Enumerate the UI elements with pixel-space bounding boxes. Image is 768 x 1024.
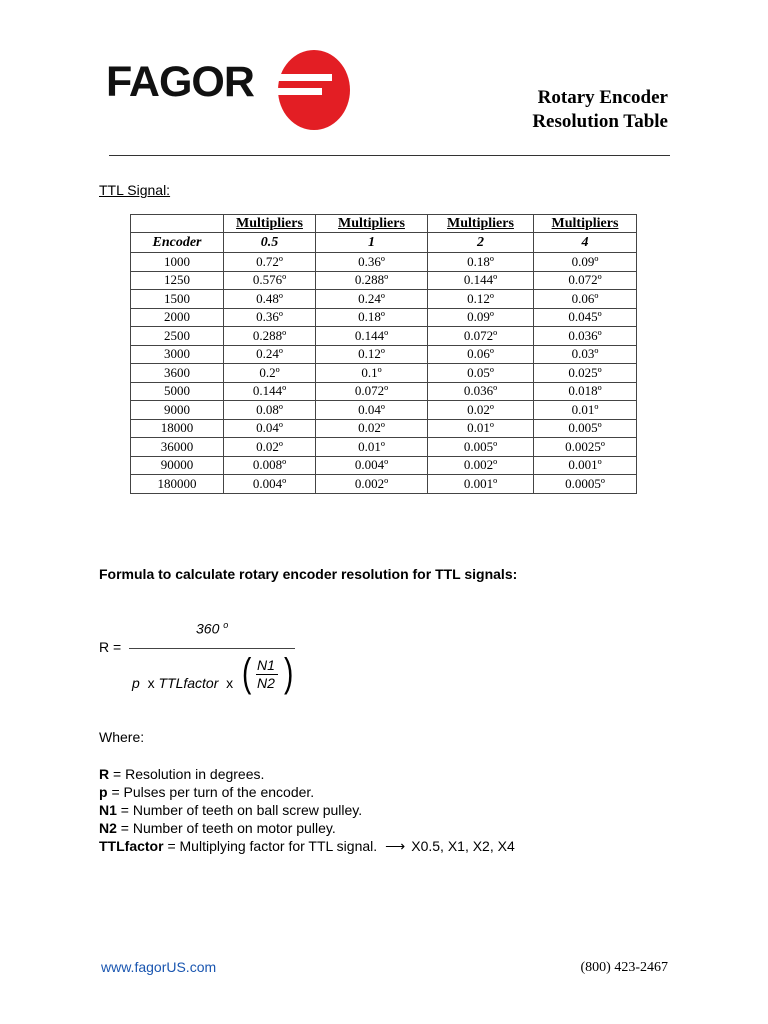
table-header-row: [131, 215, 637, 233]
resolution-cell: 0.09º: [428, 308, 534, 327]
formula-denominator: [132, 675, 233, 691]
definition-text: = Multiplying factor for TTL signal.: [163, 838, 378, 854]
resolution-cell: 0.072º: [316, 382, 428, 401]
resolution-cell: 0.0005º: [534, 475, 637, 494]
resolution-cell: 0.002º: [428, 456, 534, 475]
resolution-cell: 0.072º: [534, 271, 637, 290]
resolution-cell: 0.08º: [224, 401, 316, 420]
table-row: [131, 401, 637, 420]
resolution-cell: 0.576º: [224, 271, 316, 290]
resolution-table: [130, 214, 637, 494]
encoder-ppr-cell: 9000: [131, 401, 224, 420]
resolution-cell: 0.2º: [224, 364, 316, 383]
ratio-denominator: N2: [257, 675, 275, 691]
table-row: [131, 253, 637, 272]
header-multiplier-value: 4: [534, 233, 637, 253]
table-row: [131, 290, 637, 309]
header-multipliers: Multipliers: [534, 215, 637, 233]
header-empty-cell: [131, 215, 224, 233]
header-multipliers: Multipliers: [224, 215, 316, 233]
table-row: [131, 308, 637, 327]
resolution-cell: 0.0025º: [534, 438, 637, 457]
denom-ttlfactor: TTLfactor: [158, 675, 219, 691]
fraction-bar: [129, 648, 295, 649]
fagor-logo: [100, 42, 355, 134]
fagor-logo-icon: [272, 44, 352, 132]
header-multipliers: Multipliers: [428, 215, 534, 233]
right-paren: ): [283, 651, 294, 695]
resolution-cell: 0.01º: [534, 401, 637, 420]
degree-symbol: o: [223, 620, 229, 630]
encoder-ppr-cell: 5000: [131, 382, 224, 401]
resolution-cell: 0.004º: [316, 456, 428, 475]
resolution-cell: 0.144º: [316, 327, 428, 346]
definition-text: = Number of teeth on ball screw pulley.: [116, 802, 363, 818]
encoder-ppr-cell: 1000: [131, 253, 224, 272]
resolution-cell: 0.12º: [316, 345, 428, 364]
denom-p: p: [132, 675, 140, 691]
resolution-cell: 0.1º: [316, 364, 428, 383]
phone-number: (800) 423-2467: [580, 960, 668, 975]
resolution-cell: 0.06º: [428, 345, 534, 364]
table-row: [131, 456, 637, 475]
definition-item: [99, 837, 515, 855]
resolution-cell: 0.005º: [534, 419, 637, 438]
resolution-cell: 0.01º: [316, 438, 428, 457]
resolution-cell: 0.005º: [428, 438, 534, 457]
table-subheader-row: [131, 233, 637, 253]
header-multiplier-value: 1: [316, 233, 428, 253]
resolution-cell: 0.36º: [316, 253, 428, 272]
resolution-cell: 0.02º: [224, 438, 316, 457]
resolution-cell: 0.01º: [428, 419, 534, 438]
table-row: [131, 382, 637, 401]
encoder-ppr-cell: 2500: [131, 327, 224, 346]
definition-text: = Resolution in degrees.: [109, 766, 265, 782]
left-paren: (: [241, 651, 252, 695]
encoder-ppr-cell: 3600: [131, 364, 224, 383]
ttl-signal-label: TTL Signal:: [99, 182, 171, 198]
formula-title: Formula to calculate rotary encoder resolution for TTL signals:: [99, 566, 518, 582]
formula-lhs: R =: [99, 639, 122, 655]
logo-wordmark: FAGOR: [106, 58, 254, 106]
resolution-cell: 0.288º: [224, 327, 316, 346]
arrow-icon: ⟶: [385, 838, 406, 854]
resolution-cell: 0.001º: [534, 456, 637, 475]
document-title: [532, 86, 668, 134]
resolution-cell: 0.002º: [316, 475, 428, 494]
formula-numerator: [196, 620, 228, 637]
resolution-cell: 0.144º: [428, 271, 534, 290]
encoder-ppr-cell: 1500: [131, 290, 224, 309]
denom-times-1: x: [147, 675, 155, 691]
resolution-cell: 0.144º: [224, 382, 316, 401]
definition-term: p: [99, 784, 108, 800]
encoder-ppr-cell: 18000: [131, 419, 224, 438]
definition-term: N2: [99, 820, 117, 836]
resolution-cell: 0.36º: [224, 308, 316, 327]
definition-item: [99, 783, 515, 801]
encoder-ppr-cell: 1250: [131, 271, 224, 290]
table-row: [131, 438, 637, 457]
header-multiplier-value: 0.5: [224, 233, 316, 253]
resolution-cell: 0.72º: [224, 253, 316, 272]
resolution-cell: 0.04º: [224, 419, 316, 438]
resolution-cell: 0.001º: [428, 475, 534, 494]
definition-item: [99, 801, 515, 819]
resolution-cell: 0.24º: [316, 290, 428, 309]
resolution-cell: 0.036º: [534, 327, 637, 346]
header-encoder: Encoder: [131, 233, 224, 253]
resolution-cell: 0.09º: [534, 253, 637, 272]
resolution-cell: 0.04º: [316, 401, 428, 420]
header-divider: [109, 155, 670, 156]
definition-term: R: [99, 766, 110, 782]
table-row: [131, 364, 637, 383]
encoder-ppr-cell: 90000: [131, 456, 224, 475]
website-link[interactable]: www.fagorUS.com: [101, 959, 217, 975]
definition-text: = Pulses per turn of the encoder.: [107, 784, 315, 800]
table-row: [131, 475, 637, 494]
title-line-2: Resolution Table: [532, 111, 668, 132]
resolution-cell: 0.045º: [534, 308, 637, 327]
header-multiplier-value: 2: [428, 233, 534, 253]
resolution-cell: 0.03º: [534, 345, 637, 364]
definition-text: = Number of teeth on motor pulley.: [116, 820, 336, 836]
resolution-cell: 0.24º: [224, 345, 316, 364]
table-row: [131, 327, 637, 346]
definition-term: N1: [99, 802, 117, 818]
header-multipliers: Multipliers: [316, 215, 428, 233]
encoder-ppr-cell: 3000: [131, 345, 224, 364]
resolution-cell: 0.02º: [428, 401, 534, 420]
resolution-cell: 0.06º: [534, 290, 637, 309]
encoder-ppr-cell: 2000: [131, 308, 224, 327]
resolution-cell: 0.18º: [316, 308, 428, 327]
resolution-cell: 0.008º: [224, 456, 316, 475]
encoder-ppr-cell: 180000: [131, 475, 224, 494]
resolution-cell: 0.288º: [316, 271, 428, 290]
resolution-cell: 0.025º: [534, 364, 637, 383]
resolution-cell: 0.18º: [428, 253, 534, 272]
definition-item: [99, 765, 515, 783]
resolution-cell: 0.018º: [534, 382, 637, 401]
definition-term: TTLfactor: [99, 838, 164, 854]
table-row: [131, 419, 637, 438]
encoder-ppr-cell: 36000: [131, 438, 224, 457]
resolution-cell: 0.48º: [224, 290, 316, 309]
resolution-cell: 0.02º: [316, 419, 428, 438]
denom-times-2: x: [226, 675, 234, 691]
where-label: Where:: [99, 729, 145, 745]
ratio-numerator: N1: [257, 657, 275, 673]
resolution-cell: 0.036º: [428, 382, 534, 401]
table-row: [131, 271, 637, 290]
resolution-cell: 0.004º: [224, 475, 316, 494]
definitions-list: [99, 765, 515, 855]
title-line-1: Rotary Encoder: [537, 87, 668, 108]
definition-item: [99, 819, 515, 837]
ttl-factor-values: X0.5, X1, X2, X4: [411, 838, 515, 854]
table-row: [131, 345, 637, 364]
resolution-cell: 0.12º: [428, 290, 534, 309]
numerator-value: 360: [196, 620, 220, 637]
resolution-cell: 0.05º: [428, 364, 534, 383]
resolution-cell: 0.072º: [428, 327, 534, 346]
